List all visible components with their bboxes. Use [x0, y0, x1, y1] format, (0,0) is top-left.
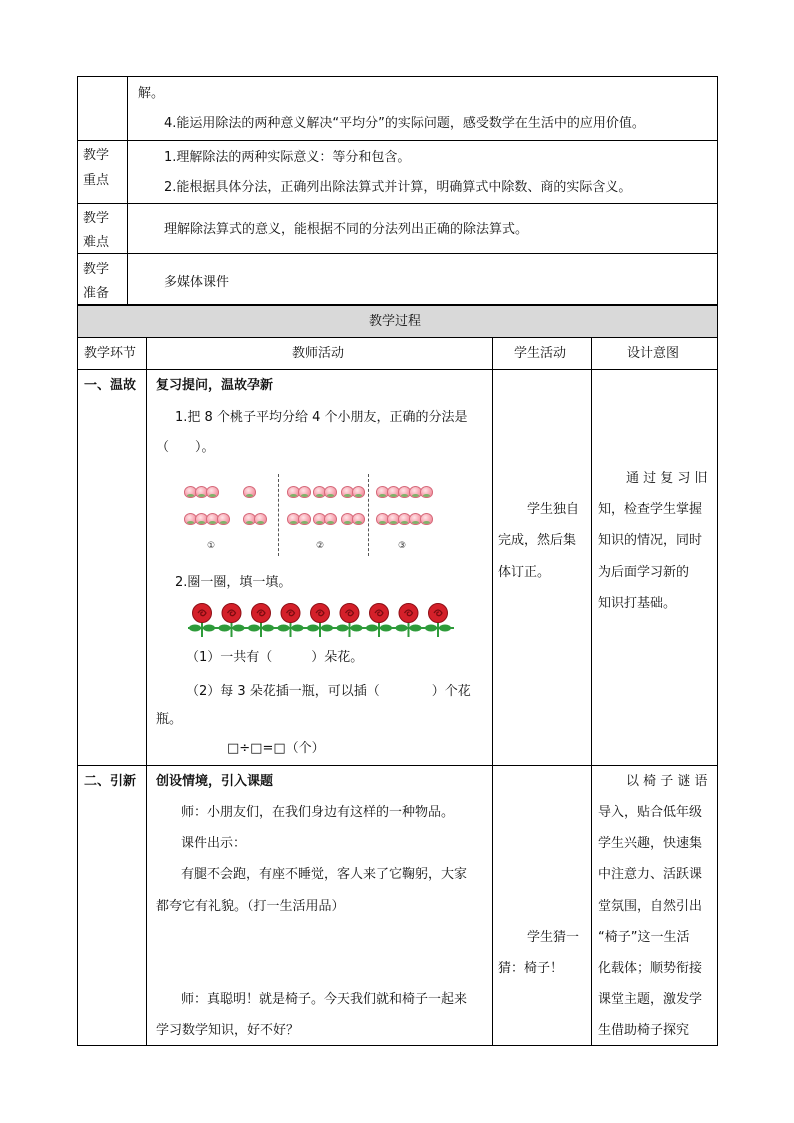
teacher-activity: 师：小朋友们，在我们身边有这样的一种物品。 — [181, 805, 455, 820]
peach-icon — [206, 486, 219, 498]
rose-icon — [337, 604, 363, 638]
table-line — [77, 76, 718, 77]
design-intent: 知识的情况，同时 — [598, 533, 703, 548]
question-text: （1）一共有（ ）朵花。 — [186, 650, 364, 665]
question-text: 2.圈一圈，填一填。 — [175, 575, 292, 590]
key-point-text: 1.理解除法的两种实际意义：等分和包含。 — [164, 150, 411, 165]
key-point-text: 2.能根据具体分法，正确列出除法算式并计算，明确算式中除数、商的实际含义。 — [164, 180, 632, 195]
option-number: ① — [207, 541, 216, 551]
rose-icon — [278, 604, 304, 638]
objective-text: 4.能运用除法的两种意义解决“平均分”的实际问题，感受数学在生活中的应用价值。 — [164, 116, 645, 131]
teacher-activity: 师：真聪明！就是椅子。今天我们就和椅子一起来 — [181, 992, 468, 1007]
peach-icon — [352, 486, 365, 498]
option-number: ② — [316, 541, 325, 551]
peach-icon — [324, 513, 337, 525]
rose-icon — [248, 604, 274, 638]
roses-illustration — [186, 603, 458, 639]
section-title: 复习提问，温故孕新 — [156, 378, 274, 393]
design-intent: 学生兴趣，快速集 — [598, 836, 703, 851]
peach-icon — [324, 486, 337, 498]
row-label: 重点 — [83, 173, 110, 188]
question-text: 1.把 8 个桃子平均分给 4 个小朋友，正确的分法是 — [175, 410, 468, 425]
teacher-activity: 课件出示： — [181, 836, 247, 851]
peach-icon — [420, 486, 433, 498]
table-line — [77, 253, 718, 254]
student-activity: 学生猜一 — [527, 930, 580, 945]
divider — [278, 474, 279, 556]
design-intent: 生借助椅子探究 — [598, 1023, 690, 1038]
teacher-activity: 都夸它有礼貌。（打一生活用品） — [156, 899, 345, 914]
table-line — [717, 76, 718, 1046]
peach-icon — [254, 513, 267, 525]
student-activity: 猜：椅子！ — [498, 961, 564, 976]
table-line — [591, 337, 592, 1046]
design-intent: 以 椅 子 谜 语 — [626, 774, 708, 789]
rose-icon — [219, 604, 245, 638]
table-line — [146, 337, 147, 1046]
peach-icon — [298, 513, 311, 525]
table-line — [77, 369, 718, 370]
question-text: （2）每 3 朵花插一瓶，可以插（ ）个花 — [186, 684, 471, 699]
difficulty-text: 理解除法算式的意义，能根据不同的分法列出正确的除法算式。 — [164, 222, 529, 237]
table-line — [77, 203, 718, 204]
table-line — [77, 765, 718, 766]
question-text: （ ）。 — [156, 440, 215, 455]
section-title: 创设情境，引入课题 — [156, 774, 274, 789]
table-line — [77, 76, 78, 1046]
design-intent: 导入，贴合低年级 — [598, 805, 703, 820]
design-intent: 堂氛围，自然引出 — [598, 899, 703, 914]
option-number: ③ — [398, 541, 407, 551]
rose-icon — [189, 604, 215, 638]
design-intent: 化载体；顺势衔接 — [598, 961, 703, 976]
preparation-text: 多媒体课件 — [164, 275, 230, 290]
design-intent: 知，检查学生掌握 — [598, 502, 703, 517]
design-intent: 为后面学习新的 — [598, 565, 690, 580]
design-intent: “椅子”这一生活 — [598, 930, 690, 945]
peach-icon — [352, 513, 365, 525]
rose-icon — [396, 604, 422, 638]
design-intent: 课堂主题，激发学 — [598, 992, 703, 1007]
student-activity: 完成，然后集 — [498, 533, 577, 548]
process-title: 教学过程 — [369, 314, 422, 329]
formula-text: □÷□=□（个） — [227, 741, 325, 756]
stage-label: 一、温故 — [84, 378, 137, 393]
objective-text: 解。 — [138, 86, 165, 101]
peach-icon — [217, 513, 230, 525]
teacher-activity: 学习数学知识，好不好？ — [156, 1023, 300, 1038]
teacher-activity: 有腿不会跑，有座不睡觉，客人来了它鞠躬，大家 — [181, 867, 468, 882]
rose-icon — [366, 604, 392, 638]
student-activity: 学生独自 — [527, 502, 580, 517]
header-student: 学生活动 — [514, 346, 567, 361]
table-line — [127, 76, 128, 305]
question-text: 瓶。 — [156, 712, 183, 727]
rose-icon — [307, 604, 333, 638]
header-intent: 设计意图 — [627, 346, 680, 361]
table-line — [77, 337, 718, 338]
divider — [368, 474, 369, 556]
peach-icon — [298, 486, 311, 498]
peach-icon — [243, 486, 256, 498]
table-line — [492, 337, 493, 1046]
row-label: 教学 — [83, 148, 110, 163]
peach-icon — [420, 513, 433, 525]
design-intent: 知识打基础。 — [598, 596, 677, 611]
student-activity: 体订正。 — [498, 565, 551, 580]
row-label: 难点 — [83, 235, 110, 250]
header-teacher: 教师活动 — [292, 346, 345, 361]
row-label: 教学 — [83, 211, 110, 226]
table-line — [77, 140, 718, 141]
rose-icon — [425, 604, 451, 638]
table-line — [77, 304, 718, 306]
table-line — [77, 1045, 718, 1046]
design-intent: 通 过 复 习 旧 — [626, 471, 708, 486]
header-stage: 教学环节 — [84, 346, 137, 361]
row-label: 准备 — [83, 286, 110, 301]
stage-label: 二、引新 — [84, 774, 137, 789]
row-label: 教学 — [83, 262, 110, 277]
design-intent: 中注意力、活跃课 — [598, 867, 703, 882]
